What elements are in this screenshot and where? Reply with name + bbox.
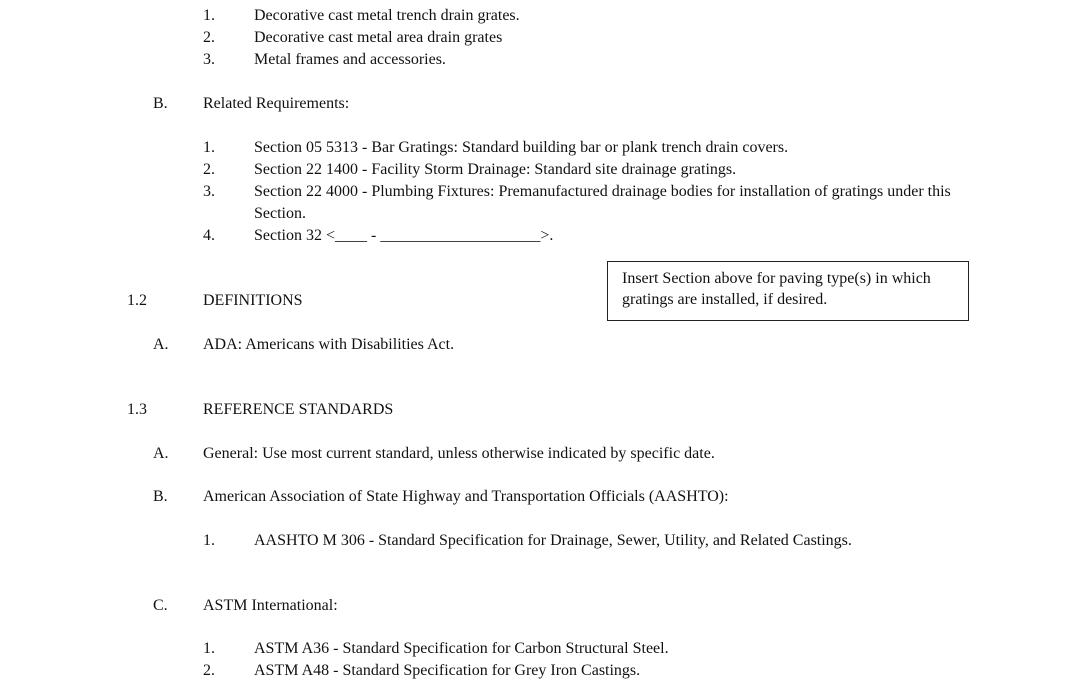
paragraph-heading: Related Requirements: <box>203 95 350 112</box>
list-number: 1. <box>203 640 215 657</box>
paragraph-text: ASTM International: <box>203 597 338 614</box>
list-number: 2. <box>203 29 215 46</box>
list-item-text: Decorative cast metal trench drain grates. <box>254 7 520 24</box>
editor-note-box: Insert Section above for paving type(s) in which gratings are installed, if desired. <box>607 261 969 321</box>
list-number: 2. <box>203 662 215 679</box>
list-number: 4. <box>203 227 215 244</box>
section-number: 1.3 <box>127 401 147 418</box>
list-item-text: ASTM A48 - Standard Specification for Grey Iron Castings. <box>254 662 641 679</box>
paragraph-text: American Association of State Highway and Transportation Officials (AASHTO): <box>203 488 729 505</box>
section-number: 1.2 <box>127 292 147 309</box>
list-number: 2. <box>203 161 215 178</box>
paragraph-text: ADA: Americans with Disabilities Act. <box>203 336 455 353</box>
list-item-text: AASHTO M 306 - Standard Specification for Drainage, Sewer, Utility, and Related Castings. <box>254 532 852 549</box>
paragraph-letter: B. <box>153 488 168 505</box>
section-title: REFERENCE STANDARDS <box>203 401 394 418</box>
list-number: 1. <box>203 139 215 156</box>
list-item-text: Section 05 5313 - Bar Gratings: Standard building bar or plank trench drain covers. <box>254 139 789 156</box>
list-item-text: Decorative cast metal area drain grates <box>254 29 503 46</box>
paragraph-letter: A. <box>153 336 169 353</box>
list-item-text: Metal frames and accessories. <box>254 51 446 68</box>
list-item-text: Section 22 1400 - Facility Storm Drainage: Standard site drainage gratings. <box>254 161 737 178</box>
list-item-text: Section 32 <____ - ____________________>. <box>254 227 554 244</box>
paragraph-text: General: Use most current standard, unless otherwise indicated by specific date. <box>203 445 715 462</box>
list-number: 1. <box>203 532 215 549</box>
list-number: 3. <box>203 183 215 200</box>
list-item-text: Section 22 4000 - Plumbing Fixtures: Premanufactured drainage bodies for installation of gratings under this Section. <box>254 183 951 222</box>
list-number: 3. <box>203 51 215 68</box>
paragraph-letter: C. <box>153 597 168 614</box>
paragraph-letter: A. <box>153 445 169 462</box>
paragraph-letter: B. <box>153 95 168 112</box>
list-number: 1. <box>203 7 215 24</box>
section-title: DEFINITIONS <box>203 292 303 309</box>
list-item-text: ASTM A36 - Standard Specification for Carbon Structural Steel. <box>254 640 669 657</box>
